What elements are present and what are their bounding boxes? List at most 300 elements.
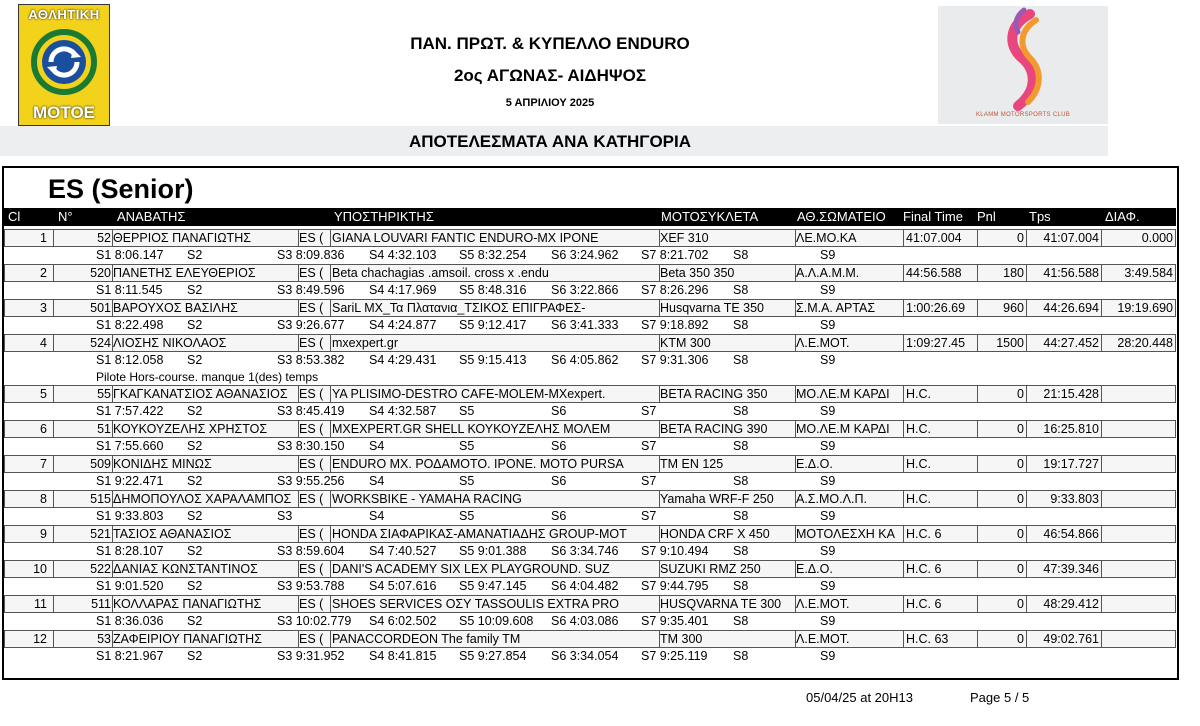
splits-row [4,317,1176,334]
cell-bike: BETA RACING 390 [660,422,768,436]
result-entry [4,420,1176,455]
cell-category-code: ES ( [299,632,324,646]
split-s9: S9 [820,474,836,488]
split-s7: S7 8:21.702 [641,248,709,262]
split-s7: S7 9:44.795 [641,579,709,593]
split-s8: S8 [733,439,749,453]
column-divider [330,386,331,402]
table-row [4,264,1176,282]
split-s9: S9 [820,353,836,367]
cell-sponsor: ENDURO MX. ΡΟΔΑΜΟΤΟ. IPONE. MOTO PURSA [332,457,624,471]
cell-final-time: H.C. [906,457,931,471]
cell-final-time: H.C. 6 [906,527,942,541]
split-s4: S4 4:32.103 [369,248,437,262]
split-s8: S8 [733,579,749,593]
cell-class-rank: 12 [33,632,47,646]
split-s1: S1 7:55.660 [96,439,164,453]
cell-time: 41:56.588 [1043,266,1099,280]
cell-bib-number: 521 [90,527,111,541]
cell-class-rank: 3 [40,301,47,315]
split-s3: S3 9:31.952 [277,649,345,663]
cell-penalty: 0 [1017,527,1024,541]
cell-class-rank: 10 [33,562,47,576]
split-s5: S5 [459,509,475,523]
column-divider [1101,596,1102,612]
cell-final-time: H.C. 63 [906,632,949,646]
split-s3: S3 9:26.677 [277,318,345,332]
cell-sponsor: SHOES SERVICES ΟΣΥ TASSOULIS EXTRA PRO [332,597,619,611]
splits-row [4,403,1176,420]
cell-category-code: ES ( [299,266,324,280]
result-entry [4,334,1176,385]
column-divider [903,265,904,281]
cell-final-time: 41:07.004 [906,231,962,245]
cell-category-code: ES ( [299,457,324,471]
split-s4: S4 7:40.527 [369,544,437,558]
cell-final-time: 44:56.588 [906,266,962,280]
splits-row [4,282,1176,299]
cell-bib-number: 509 [90,457,111,471]
cell-bike: KTM 300 [660,336,711,350]
cell-category-code: ES ( [299,387,324,401]
cell-bib-number: 522 [90,562,111,576]
cell-class-rank: 11 [34,597,47,611]
col-final: Final Time [903,209,963,224]
table-row [4,334,1176,352]
column-divider [977,230,978,246]
logo-top-text: ΑΘΛΗΤΙΚΗ [28,7,100,22]
column-divider [53,526,54,542]
split-s4: S4 4:24.877 [369,318,437,332]
column-divider [330,421,331,437]
split-s1: S1 8:36.036 [96,614,164,628]
cell-bike: HUSQVARNA TE 300 [660,597,782,611]
column-divider [977,386,978,402]
cell-time: 46:54.866 [1043,527,1099,541]
split-s6: S6 3:34.054 [551,649,619,663]
column-divider [903,526,904,542]
cell-club: Σ.Μ.Α. ΑΡΤΑΣ [796,301,876,315]
cell-time: 19:17.727 [1043,457,1099,471]
column-divider [1101,300,1102,316]
cell-rider: ΒΑΡΟΥΧΟΣ ΒΑΣΙΛΗΣ [113,301,238,315]
split-s9: S9 [820,509,836,523]
split-s7: S7 [641,509,657,523]
column-divider [330,526,331,542]
rider-note: Pilote Hors-course. manque 1(des) temps [96,370,319,384]
cell-sponsor: mxexpert.gr [332,336,398,350]
cell-penalty: 0 [1017,457,1024,471]
cell-bib-number: 501 [90,301,111,315]
split-s2: S2 [187,474,203,488]
cell-bike: Beta 350 350 [660,266,735,280]
column-divider [903,335,904,351]
cell-difference: 19:19.690 [1117,301,1173,315]
cell-penalty: 180 [1003,266,1024,280]
table-row [4,299,1176,317]
column-divider [330,300,331,316]
column-divider [53,596,54,612]
results-table [4,229,1176,665]
split-s7: S7 9:18.892 [641,318,709,332]
splits-row [4,438,1176,455]
cell-sponsor: MXEXPERT.GR SHELL ΚΟΥΚΟΥΖΕΛΗΣ ΜΟΛΕΜ [332,422,611,436]
cell-difference: 0.000 [1141,231,1173,245]
cell-penalty: 0 [1017,231,1024,245]
column-divider [1101,265,1102,281]
column-divider [1101,526,1102,542]
split-s9: S9 [820,649,836,663]
table-row [4,490,1176,508]
split-s2: S2 [187,509,203,523]
cell-class-rank: 7 [40,457,47,471]
logo-bottom-text: ΜΟΤΟΕ [32,103,96,122]
column-divider [1101,335,1102,351]
col-pnl: Pnl [977,209,996,224]
table-header [4,208,1176,226]
event-date: 5 ΑΠΡΙΛΙΟΥ 2025 [505,97,595,109]
split-s7: S7 9:31.306 [641,353,709,367]
split-s8: S8 [733,318,749,332]
split-s3: S3 8:59.604 [277,544,345,558]
split-s6: S6 4:04.482 [551,579,619,593]
cell-rider: ΔΗΜΟΠΟΥΛΟΣ ΧΑΡΑΛΑΜΠΟΣ [113,492,292,506]
cell-difference: 3:49.584 [1124,266,1173,280]
cell-class-rank: 8 [40,492,47,506]
cell-bib-number: 52 [97,231,111,245]
cell-club: ΜΟΤΟΛΕΣΧΗ ΚΑ [796,527,895,541]
column-divider [977,526,978,542]
cell-bib-number: 520 [90,266,111,280]
split-s9: S9 [820,318,836,332]
column-divider [53,335,54,351]
split-s6: S6 3:22.866 [551,283,619,297]
split-s9: S9 [820,283,836,297]
splits-row [4,508,1176,525]
cell-time: 49:02.761 [1043,632,1099,646]
split-s2: S2 [187,404,203,418]
cell-rider: ΘΕΡΡΙΟΣ ΠΑΝΑΓΙΩΤΗΣ [113,231,251,245]
result-entry [4,630,1176,665]
split-s4: S4 8:41.815 [369,649,437,663]
cell-club: Ε.Δ.Ο. [796,457,833,471]
split-s6: S6 4:03.086 [551,614,619,628]
split-s6: S6 [551,404,567,418]
split-s3: S3 9:55.256 [277,474,345,488]
split-s2: S2 [187,248,203,262]
split-s7: S7 [641,439,657,453]
split-s3: S3 8:49.596 [277,283,345,297]
split-s6: S6 [551,439,567,453]
col-rider: ΑΝΑΒΑΤΗΣ [117,209,186,224]
cell-club: Λ.Ε.ΜΟΤ. [796,597,850,611]
split-s7: S7 9:35.401 [641,614,709,628]
split-s1: S1 8:11.545 [96,283,163,297]
cell-bike: Husqvarna TE 350 [660,301,764,315]
table-row [4,455,1176,473]
cell-time: 41:07.004 [1043,231,1099,245]
column-divider [903,491,904,507]
split-s1: S1 9:22.471 [96,474,164,488]
cell-club: ΜΟ.ΛΕ.Μ ΚΑΡΔΙ [796,387,890,401]
result-entry [4,455,1176,490]
split-s5: S5 9:01.388 [459,544,527,558]
cell-class-rank: 5 [40,387,47,401]
federation-logo [18,4,110,126]
section-title: ΑΠΟΤΕΛΕΣΜΑΤΑ ΑΝΑ ΚΑΤΗΓΟΡΙΑ [408,132,692,151]
split-s1: S1 8:21.967 [96,649,164,663]
result-entry [4,299,1176,334]
column-divider [53,230,54,246]
split-s8: S8 [733,283,749,297]
cell-final-time: 1:00:26.69 [906,301,966,315]
cell-sponsor: Beta chachagias .amsoil. cross x .endu [332,266,549,280]
split-s8: S8 [733,509,749,523]
cell-sponsor: YA PLISIMO-DESTRO CAFE-MOLEM-MXexpert. [332,387,606,401]
splits-row [4,352,1176,369]
result-entry [4,264,1176,299]
table-row [4,229,1176,247]
split-s8: S8 [733,649,749,663]
cell-bike: SUZUKI RMZ 250 [660,562,761,576]
club-logo [938,6,1108,124]
cell-club: Λ.Ε.ΜΟΤ. [796,632,850,646]
split-s5: S5 [459,474,475,488]
cell-bike: BETA RACING 350 [660,387,768,401]
split-s3: S3 8:30.150 [277,439,345,453]
cell-category-code: ES ( [299,562,324,576]
split-s8: S8 [733,614,749,628]
column-divider [1101,491,1102,507]
cell-penalty: 0 [1017,422,1024,436]
col-bike: ΜΟΤΟΣΥΚΛΕΤΑ [661,209,759,224]
split-s3: S3 8:53.382 [277,353,345,367]
split-s5: S5 10:09.608 [459,614,534,628]
split-s3: S3 [277,509,293,523]
column-divider [977,491,978,507]
cell-category-code: ES ( [299,527,324,541]
column-divider [330,596,331,612]
cell-class-rank: 2 [40,266,47,280]
result-entry [4,525,1176,560]
split-s1: S1 8:28.107 [96,544,164,558]
column-divider [903,421,904,437]
split-s1: S1 9:01.520 [96,579,164,593]
col-sponsor: ΥΠΟΣΤΗΡΙΚΤΗΣ [334,209,434,224]
event-subtitle: 2ος ΑΓΩΝΑΣ- ΑΙΔΗΨΟΣ [453,66,647,85]
cell-class-rank: 6 [40,422,47,436]
cell-category-code: ES ( [299,231,324,245]
split-s4: S4 [369,474,385,488]
flame-s-logo-icon [938,6,1108,124]
cell-penalty: 0 [1017,387,1024,401]
cell-bib-number: 511 [91,597,111,611]
cell-time: 16:25.810 [1043,422,1099,436]
cell-rider: ΓΚΑΓΚΑΝΑΤΣΙΟΣ ΑΘΑΝΑΣΙΟΣ [113,387,288,401]
split-s4: S4 [369,509,385,523]
split-s3: S3 9:53.788 [277,579,345,593]
column-divider [330,631,331,647]
cell-sponsor: PANACCORDEON The family TM [332,632,521,646]
result-entry [4,560,1176,595]
column-divider [1101,561,1102,577]
column-divider [53,456,54,472]
cell-bib-number: 53 [97,632,111,646]
cell-sponsor: SariL MX_Τα Πλατανια_ΤΣΙΚΟΣ ΕΠΙΓΡΑΦΕΣ- [332,301,586,315]
splits-row [4,578,1176,595]
splits-row [4,247,1176,264]
cell-penalty: 0 [1017,632,1024,646]
cell-sponsor: DANI'S ACADEMY SIX LEX PLAYGROUND. SUZ [332,562,610,576]
split-s4: S4 5:07.616 [369,579,437,593]
split-s9: S9 [820,544,836,558]
split-s8: S8 [733,544,749,558]
split-s9: S9 [820,248,836,262]
cell-rider: ΤΑΣΙΟΣ ΑΘΑΝΑΣΙΟΣ [113,527,232,541]
result-entry [4,385,1176,420]
category-title: ES (Senior) [48,174,194,204]
col-num: N° [58,209,73,224]
split-s2: S2 [187,649,203,663]
cell-class-rank: 9 [40,527,47,541]
split-s5: S5 9:27.854 [459,649,527,663]
cell-class-rank: 4 [40,336,47,350]
column-divider [977,421,978,437]
cell-time: 48:29.412 [1043,597,1099,611]
cell-penalty: 960 [1003,301,1024,315]
table-row [4,560,1176,578]
split-s4: S4 [369,439,385,453]
split-s8: S8 [733,404,749,418]
cell-club: Λ.Ε.ΜΟΤ. [796,336,850,350]
split-s7: S7 [641,474,657,488]
cell-club: Ε.Δ.Ο. [796,562,833,576]
column-divider [977,631,978,647]
column-divider [1101,456,1102,472]
split-s2: S2 [187,439,203,453]
split-s2: S2 [187,353,203,367]
split-s6: S6 [551,474,567,488]
column-divider [903,596,904,612]
cell-penalty: 1500 [996,336,1024,350]
cell-penalty: 0 [1017,492,1024,506]
column-divider [903,456,904,472]
column-divider [53,265,54,281]
cell-final-time: H.C. [906,422,931,436]
splits-row [4,473,1176,490]
cell-bike: TM 300 [660,632,703,646]
column-divider [903,631,904,647]
column-divider [330,335,331,351]
column-divider [53,386,54,402]
result-entry [4,490,1176,525]
event-title: ΠΑΝ. ΠΡΩΤ. & ΚΥΠΕΛΛΟ ENDURO [410,34,690,53]
split-s2: S2 [187,614,203,628]
cell-rider: ΚΟΝΙΔΗΣ ΜΙΝΩΣ [113,457,212,471]
cell-category-code: ES ( [299,301,324,315]
page-number: Page 5 / 5 [970,690,1030,705]
cell-category-code: ES ( [299,422,324,436]
column-divider [53,631,54,647]
split-s9: S9 [820,439,836,453]
column-divider [903,230,904,246]
split-s5: S5 [459,404,475,418]
cell-bib-number: 515 [90,492,111,506]
cell-final-time: 1:09:27.45 [906,336,966,350]
split-s1: S1 7:57.422 [96,404,164,418]
cell-club: Α.Σ.ΜΟ.Λ.Π. [796,492,867,506]
cell-rider: ΔΑΝΙΑΣ ΚΩΝΣΤΑΝΤΙΝΟΣ [113,562,258,576]
split-s6: S6 3:24.962 [551,248,619,262]
cell-penalty: 0 [1017,562,1024,576]
split-s5: S5 8:32.254 [459,248,527,262]
split-s7: S7 8:26.296 [641,283,709,297]
split-s8: S8 [733,248,749,262]
cell-rider: ΠΑΝΕΤΗΣ ΕΛΕΥΘΕΡΙΟΣ [113,266,256,280]
table-row [4,595,1176,613]
split-s5: S5 [459,439,475,453]
cell-rider: ΚΟΛΛΑΡΑΣ ΠΑΝΑΓΙΩΤΗΣ [113,597,262,611]
cell-final-time: H.C. 6 [906,562,942,576]
split-s1: S1 8:12.058 [96,353,164,367]
column-divider [330,456,331,472]
split-s3: S3 8:09.836 [277,248,345,262]
cell-final-time: H.C. 6 [906,597,942,611]
cell-bib-number: 51 [97,422,111,436]
cell-category-code: ES ( [299,597,324,611]
split-s3: S3 8:45.419 [277,404,345,418]
splits-row [4,613,1176,630]
table-row [4,385,1176,403]
splits-row [4,543,1176,560]
split-s6: S6 3:41.333 [551,318,619,332]
column-divider [1101,230,1102,246]
cell-club: ΛΕ.ΜΟ.ΚΑ [796,231,857,245]
split-s5: S5 9:47.145 [459,579,527,593]
split-s4: S4 4:32.587 [369,404,437,418]
column-divider [330,491,331,507]
split-s3: S3 10:02.779 [277,614,352,628]
split-s1: S1 8:06.147 [96,248,164,262]
note-row [4,369,1176,385]
split-s4: S4 4:29.431 [369,353,437,367]
result-entry [4,229,1176,264]
split-s1: S1 9:33.803 [96,509,164,523]
column-divider [1101,631,1102,647]
column-divider [977,300,978,316]
cell-sponsor: GIANA LOUVARI FANTIC ENDURO-MX IPONE [332,231,599,245]
col-club: ΑΘ.ΣΩΜΑΤΕΙΟ [797,209,886,224]
column-divider [330,265,331,281]
split-s2: S2 [187,544,203,558]
cell-bib-number: 55 [97,387,111,401]
cell-club: Α.Λ.Α.Μ.Μ. [796,266,860,280]
col-cl: Cl [8,209,21,224]
cell-final-time: H.C. [906,492,931,506]
cell-bib-number: 524 [90,336,111,350]
split-s6: S6 4:05.862 [551,353,619,367]
cell-rider: ΖΑΦΕΙΡΙΟΥ ΠΑΝΑΓΙΩΤΗΣ [113,632,262,646]
column-divider [53,300,54,316]
split-s5: S5 9:12.417 [459,318,527,332]
split-s2: S2 [187,318,203,332]
club-logo-text: KLAMM MOTORSPORTS CLUB [975,112,1071,118]
column-divider [977,596,978,612]
cell-sponsor: WORKSBIKE - YAMAHA RACING [332,492,522,506]
cell-bike: XEF 310 [660,231,709,245]
cell-category-code: ES ( [299,336,324,350]
split-s5: S5 9:15.413 [459,353,527,367]
